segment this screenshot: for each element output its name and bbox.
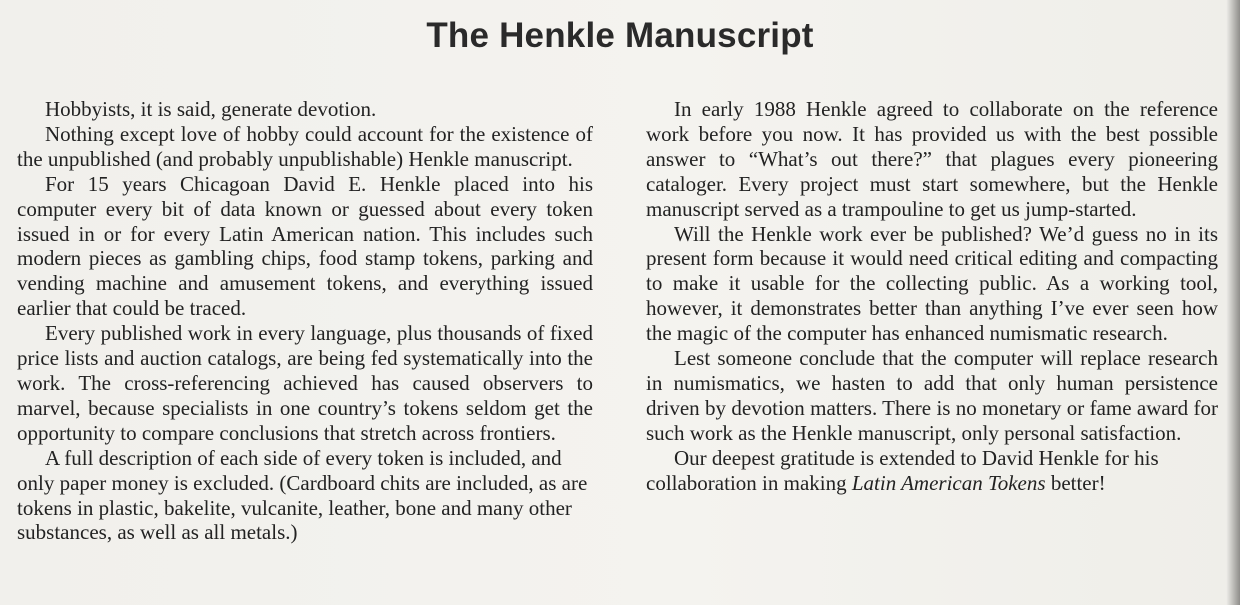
right-column [646, 97, 1218, 496]
closing-text: Our deepest gratitude is extended to David Henkle for his collaboration in making [646, 445, 1159, 495]
closing-paragraph [646, 446, 1218, 496]
paragraph: In early 1988 Henkle agreed to collaborate on the reference work before you now. It has provided us with the best possible answer to “What’s out there?” that plagues every pioneering cataloger. Every project must start somewhere, but the Henkle manuscript served as a trampouline to get us jump-started. [646, 97, 1218, 221]
paragraph: Every published work in every language, plus thousands of fixed price lists and auction catalogs, are being fed systematically into the work. The cross-referencing achieved has caused observers to marvel, because specialists in one country’s tokens seldom get the opportunity to compare conclusions that stretch across frontiers. [17, 321, 593, 445]
paragraph: Will the Henkle work ever be published? We’d guess no in its present form because it would need critical editing and compacting to make it usable for the collecting public. As a working tool, however, it demonstrates better than anything I’ve ever seen how the magic of the computer has enhanced numismatic research. [646, 221, 1218, 346]
paragraph: A full description of each side of every token is included, and only paper money is excluded. (Cardboard chits are included, as are tokens in plastic, bakelite, vulcanite, leather, bone and many other substances, as well as all metals.) [17, 445, 588, 545]
book-title: Latin American Tokens [851, 470, 1046, 495]
left-column [17, 97, 593, 545]
paragraph: Lest someone conclude that the computer will replace research in numismatics, we hasten to add that only human persistence driven by devotion matters. There is no monetary or fame award for such work as the Henkle manuscript, only personal satisfaction. [646, 346, 1218, 445]
closing-text-end: better! [1045, 470, 1106, 495]
page-edge-shadow [1226, 0, 1240, 605]
paragraph: Nothing except love of hobby could account for the existence of the unpublished (and probably unpublishable) Henkle manuscript. [17, 121, 593, 171]
paragraph: For 15 years Chicagoan David E. Henkle placed into his computer every bit of data known or guessed about every token issued in or for every Latin American nation. This includes such modern pieces as gambling chips, food stamp tokens, parking and vending machine and amusement tokens, and everything issued earlier that could be traced. [17, 171, 593, 321]
paragraph: Hobbyists, it is said, generate devotion. [45, 97, 377, 121]
page-title: The Henkle Manuscript [426, 16, 814, 55]
